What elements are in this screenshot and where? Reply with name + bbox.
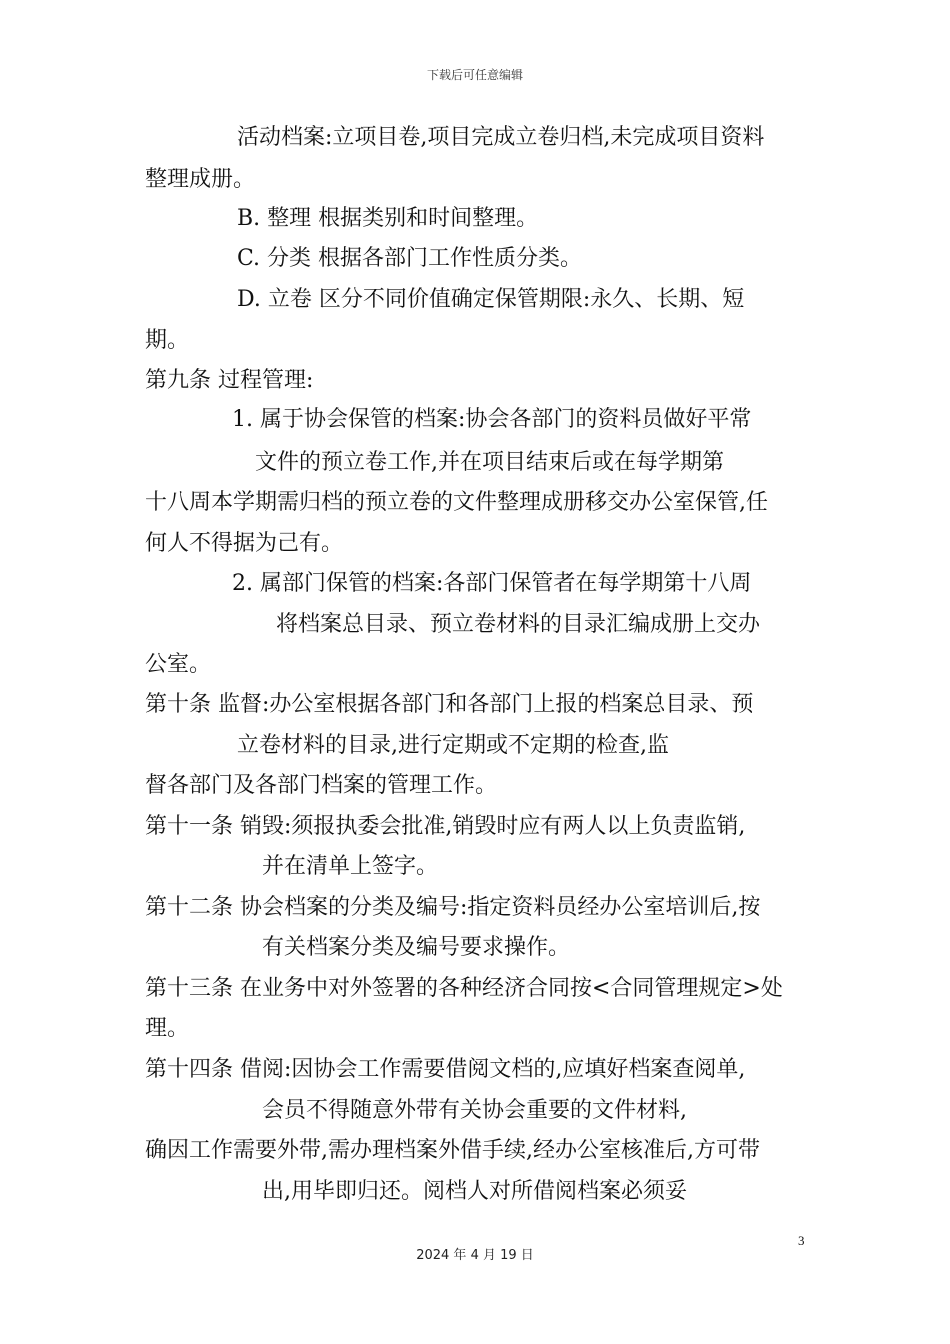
paragraph-line: 公室。	[145, 652, 212, 677]
article-heading: 第十四条 借阅:因协会工作需要借阅文档的,应填好档案查阅单,	[145, 1057, 746, 1082]
paragraph-line: 1. 属于协会保管的档案:协会各部门的资料员做好平常	[232, 407, 752, 432]
paragraph-line: 十八周本学期需归档的预立卷的文件整理成册移交办公室保管,任	[145, 490, 768, 515]
paragraph-line: 活动档案:立项目卷,项目完成立卷归档,未完成项目资料	[237, 125, 765, 150]
paragraph-line: B. 整理 根据类别和时间整理。	[237, 206, 539, 231]
paragraph-line: C. 分类 根据各部门工作性质分类。	[237, 246, 583, 271]
article-heading: 第十条 监督:办公室根据各部门和各部门上报的档案总目录、预	[145, 692, 754, 717]
paragraph-line: 文件的预立卷工作,并在项目结束后或在每学期第	[255, 450, 724, 475]
article-heading: 第十三条 在业务中对外签署的各种经济合同按<合同管理规定>处	[145, 976, 783, 1001]
page-footer-date: 2024 年 4 月 19 日	[416, 1248, 534, 1263]
paragraph-line: 理。	[145, 1016, 190, 1041]
paragraph-line: 立卷材料的目录,进行定期或不定期的检查,监	[237, 733, 669, 758]
article-heading: 第十二条 协会档案的分类及编号:指定资料员经办公室培训后,按	[145, 895, 761, 920]
paragraph-line: 将档案总目录、预立卷材料的目录汇编成册上交办	[276, 612, 761, 637]
page-number: 3	[798, 1233, 805, 1248]
article-heading: 第十一条 销毁:须报执委会批准,销毁时应有两人以上负责监销,	[145, 814, 746, 839]
paragraph-line: 何人不得据为己有。	[145, 531, 344, 556]
paragraph-line: 期。	[145, 328, 190, 353]
paragraph-line: 并在清单上签字。	[262, 854, 439, 879]
paragraph-line: D. 立卷 区分不同价值确定保管期限:永久、长期、短	[237, 287, 745, 312]
paragraph-line: 出,用毕即归还。阅档人对所借阅档案必须妥	[262, 1179, 687, 1204]
page-header: 下载后可任意编辑	[426, 68, 523, 82]
article-heading: 第九条 过程管理:	[145, 368, 314, 393]
paragraph-line: 有关档案分类及编号要求操作。	[262, 935, 571, 960]
paragraph-line: 督各部门及各部门档案的管理工作。	[145, 773, 498, 798]
paragraph-line: 整理成册。	[145, 167, 256, 192]
paragraph-line: 2. 属部门保管的档案:各部门保管者在每学期第十八周	[232, 571, 752, 596]
paragraph-line: 会员不得随意外带有关协会重要的文件材料,	[262, 1098, 687, 1123]
paragraph-line: 确因工作需要外带,需办理档案外借手续,经办公室核准后,方可带	[145, 1138, 760, 1163]
